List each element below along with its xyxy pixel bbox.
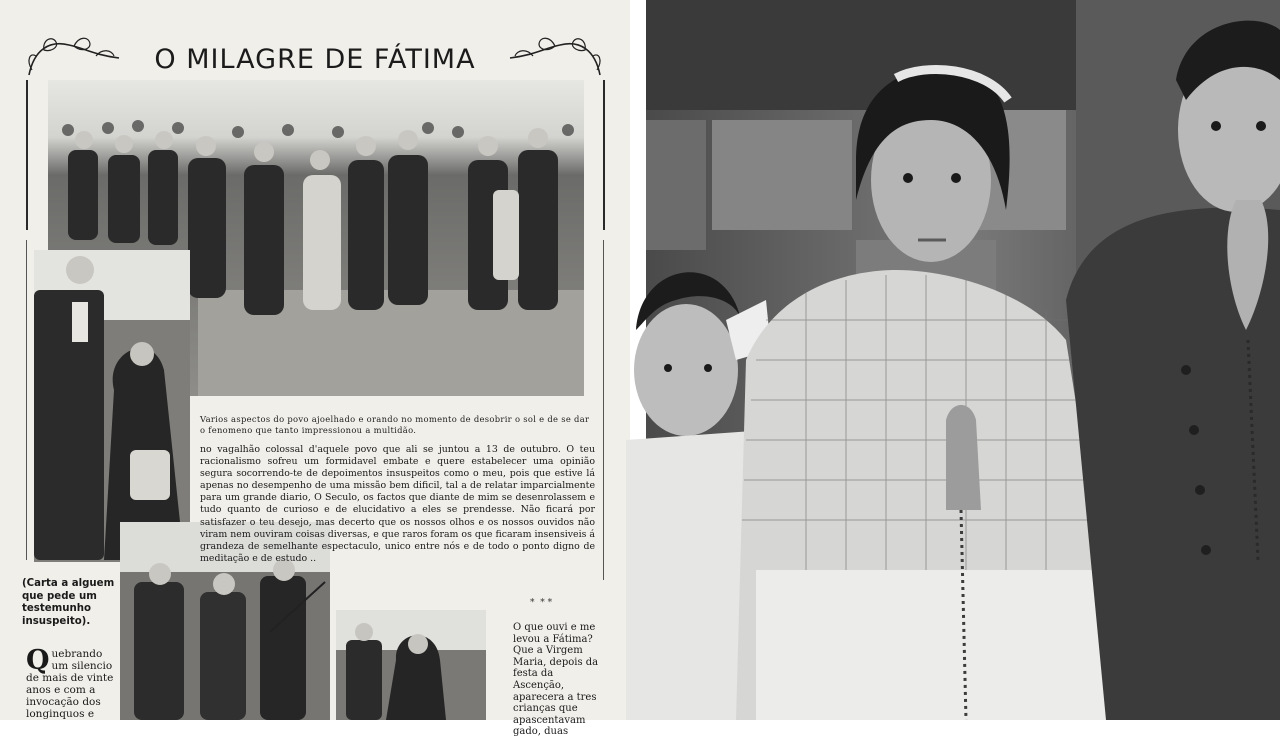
sidebar-note: (Carta a alguem que pede um testemunho insuspeito). [22,578,115,627]
article-body: no vagalhão colossal d'aquele povo que ali se juntou a 13 de outubro. O teu racionalismo sofreu um formidavel embate e quere estabelecer uma opinião segura socorrendo-te de depoimentos insuspeitos como o meu, pois que estive lá apenas no desempenho de uma missão bem dificil, tal a de relatar imparcialmente para um grande diario, O Seculo, os factos que diante de mim se desenrolassem e tudo quanto de curioso e de elucidativo a eles se prendesse. Não ficará por satisfazer o teu desejo, mas decerto que os nossos olhos e os nossos ouvidos não viram nem ouviram coisas diversas, e que raros foram os que ficaram insensiveis á grandeza de semelhante espectaculo, unico entre nós e de todo o ponto digno de meditação e de estudo .. [200,444,595,564]
frame-left-lower-rule [26,240,27,560]
woman-veil-photo [336,610,486,720]
dropcap-letter: Q [26,645,50,676]
section-asterisks: * * * [530,598,553,608]
right-column-text: O que ouvi e me levou a Fátima? Que a Virgem Maria, depois da festa da Ascenção, aparecera a tres crianças que apascentavam gado, duas [513,622,599,738]
floral-ornament-left [24,30,124,80]
floral-ornament-right [505,30,605,80]
children-photo [646,0,1280,720]
frame-right-lower-rule [603,240,604,580]
dropcap-paragraph-text: uebrando um silencio de mais de vinte anos e com a invocação dos longinquos e [26,648,114,720]
dropcap-paragraph [26,645,116,720]
magazine-page [0,0,630,738]
frame-left-rule [26,80,28,230]
photo-caption: Varios aspectos do povo ajoelhado e orando no momento de desobrir o sol e de se dar o fenomeno que tanto impressionou a multidão. [200,414,590,435]
kneeling-people-photo [34,250,190,562]
page-title: O MILAGRE DE FÁTIMA [154,44,476,75]
frame-right-rule [603,80,605,230]
